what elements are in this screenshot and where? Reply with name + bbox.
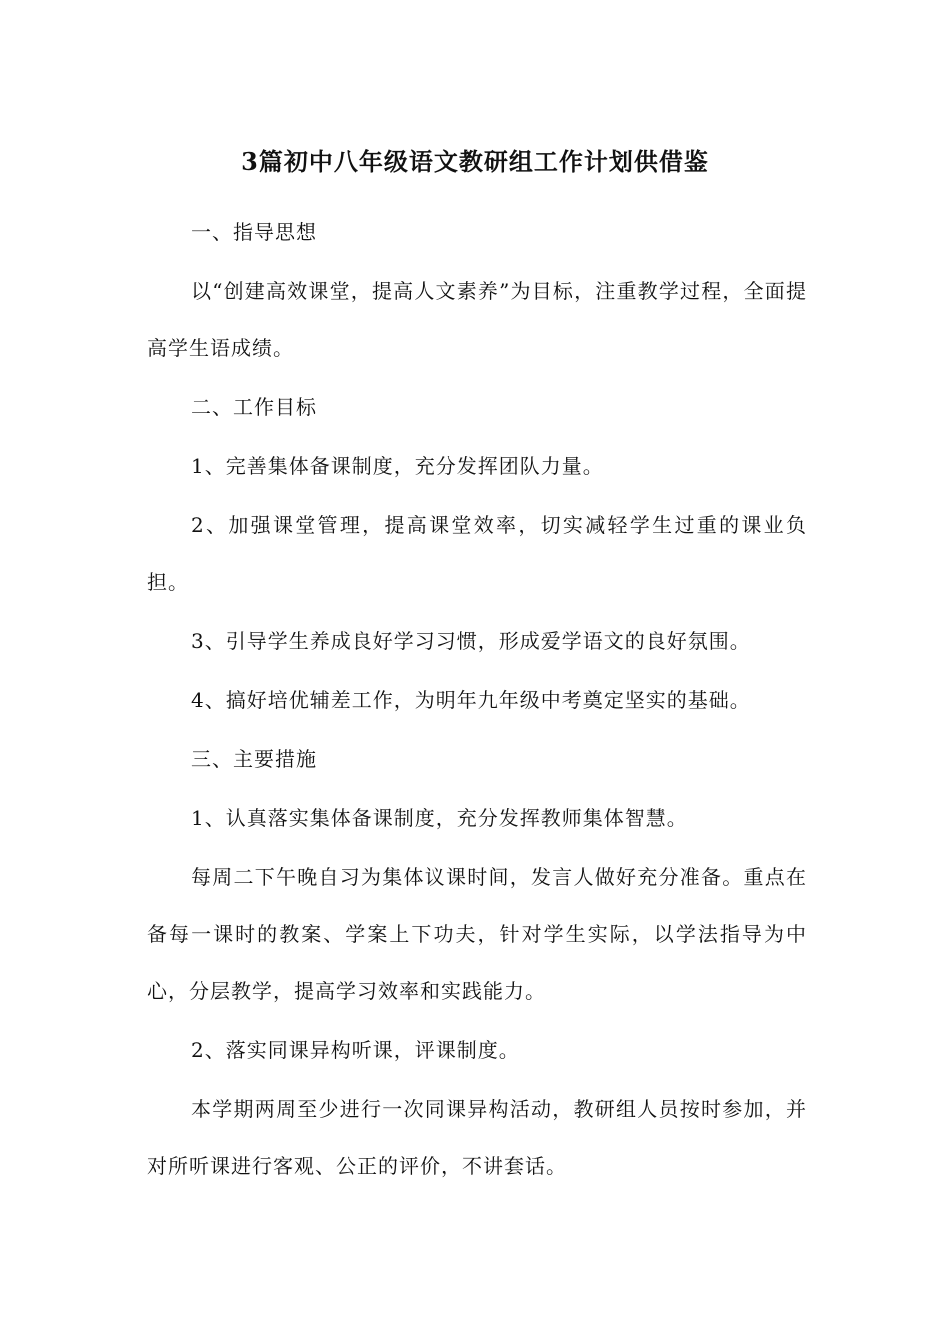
paragraph-guiding-ideology: 以“创建高效课堂，提高人文素养”为目标，注重教学过程，全面提高学生语成绩。 xyxy=(147,279,807,360)
goal-item-4: 4、搞好培优辅差工作，为明年九年级中考奠定坚实的基础。 xyxy=(191,688,751,712)
measure-item-2: 2、落实同课异构听课，评课制度。 xyxy=(191,1038,520,1062)
document-title: 3篇初中八年级语文教研组工作计划供借鉴 xyxy=(241,147,709,176)
section-heading-guiding-ideology: 一、指导思想 xyxy=(191,220,317,244)
measure-item-1: 1、认真落实集体备课制度，充分发挥教师集体智慧。 xyxy=(191,806,688,830)
goal-item-2: 2、加强课堂管理，提高课堂效率，切实减轻学生过重的课业负担。 xyxy=(147,513,807,594)
section-heading-main-measures: 三、主要措施 xyxy=(191,747,317,771)
goal-item-1: 1、完善集体备课制度，充分发挥团队力量。 xyxy=(191,454,604,478)
section-heading-work-goals: 二、工作目标 xyxy=(191,395,317,419)
measure-1-detail: 每周二下午晚自习为集体议课时间，发言人做好充分准备。重点在备每一课时的教案、学案上下功夫，针对学生实际，以学法指导为中心，分层教学，提高学习效率和实践能力。 xyxy=(147,865,807,1003)
measure-2-detail: 本学期两周至少进行一次同课异构活动，教研组人员按时参加，并对所听课进行客观、公正的评价，不讲套话。 xyxy=(147,1097,807,1178)
goal-item-3: 3、引导学生养成良好学习习惯，形成爱学语文的良好氛围。 xyxy=(191,629,751,653)
document-body xyxy=(147,204,807,1197)
